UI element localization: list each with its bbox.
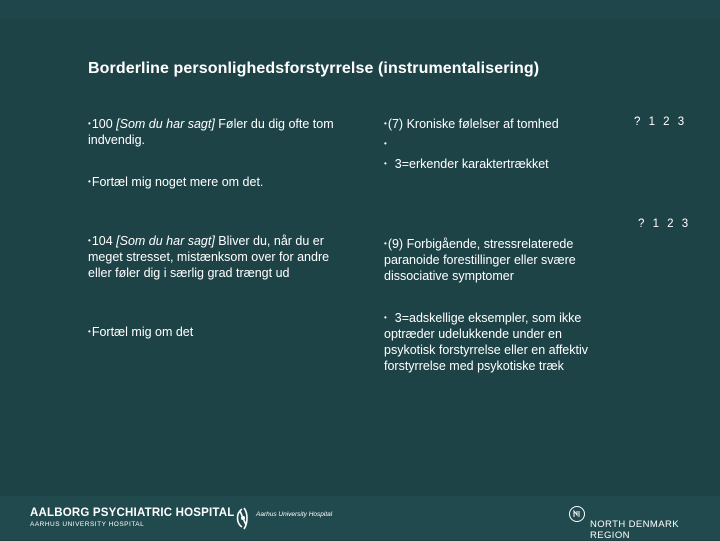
question-100-number: 100 — [91, 117, 117, 131]
bullet: • — [384, 119, 387, 128]
follow-up-2-text: Fortæl mig om det — [91, 325, 194, 339]
rating-scale-2: ? 1 2 3 — [638, 218, 689, 230]
criterion-7-rating — [384, 156, 604, 172]
follow-up-1 — [88, 174, 350, 190]
criterion-7-text: (7) Kroniske følelser af tomhed — [387, 117, 559, 131]
question-100-italic: [Som du har sagt] — [116, 117, 215, 131]
criterion-9-rating — [384, 310, 608, 374]
top-band — [0, 0, 720, 18]
criterion-9-rating-text: 3=adskellige eksempler, som ikke optræder udelukkende under en psykotisk forstyrrelse eller en affektiv forstyrrelse med psykotiske træk — [384, 311, 589, 373]
bullet: • — [384, 239, 387, 248]
university-hospital-name: AARHUS UNIVERSITY HOSPITAL — [30, 521, 145, 528]
criterion-7-rating-text: 3=erkender karaktertrækket — [394, 157, 549, 171]
follow-up-2 — [88, 324, 350, 340]
question-100-text: Føler du dig ofte tom indvendig. — [88, 117, 334, 147]
bullet: • — [88, 119, 91, 128]
bullet: • — [384, 139, 387, 148]
aarhus-university-hospital-logo-icon — [232, 505, 340, 533]
criterion-7 — [384, 116, 604, 132]
question-104-italic: [Som du har sagt] — [116, 234, 215, 248]
rating-scale-1: ? 1 2 3 — [634, 116, 685, 128]
north-denmark-region-emblem-icon — [568, 505, 586, 523]
bullet: • — [384, 159, 387, 168]
bullet: • — [384, 313, 387, 322]
follow-up-1-text: Fortæl mig noget mere om det. — [91, 175, 264, 189]
north-denmark-region-text: NORTH DENMARK REGION — [590, 519, 679, 541]
aarhus-university-hospital-text: Aarhus University Hospital — [256, 511, 333, 518]
criterion-7-empty-bullet — [384, 136, 604, 152]
bullet: • — [88, 177, 91, 186]
question-104 — [88, 233, 344, 281]
question-100 — [88, 116, 350, 148]
hospital-name: AALBORG PSYCHIATRIC HOSPITAL — [30, 507, 235, 519]
aalborg-hospital-logo — [30, 507, 235, 529]
criterion-9 — [384, 236, 608, 284]
question-104-number: 104 — [91, 234, 117, 248]
slide-title: Borderline personlighedsforstyrrelse (instrumentalisering) — [88, 60, 540, 77]
bullet: • — [88, 236, 91, 245]
question-104-text: Bliver du, når du er meget stresset, mistænksom over for andre eller føler dig i særlig grad trængt ud — [88, 234, 330, 280]
criterion-9-text: (9) Forbigående, stressrelaterede paranoide forestillinger eller svære dissociative symptomer — [384, 237, 576, 283]
bullet: • — [88, 327, 91, 336]
